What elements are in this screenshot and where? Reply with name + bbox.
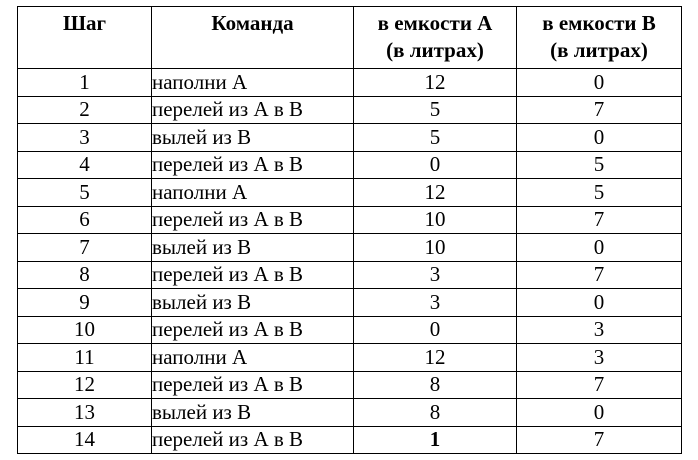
cell-step: 4 xyxy=(18,151,152,179)
cell-step: 8 xyxy=(18,261,152,289)
cell-step: 11 xyxy=(18,344,152,372)
cell-tank-b: 5 xyxy=(517,179,682,207)
cell-command: вылей из В xyxy=(152,399,354,427)
header-command xyxy=(152,7,354,69)
cell-tank-a: 0 xyxy=(354,151,517,179)
cell-command: перелей из А в В xyxy=(152,316,354,344)
cell-tank-a: 1 xyxy=(354,426,517,454)
table-row xyxy=(18,124,682,152)
table-row xyxy=(18,371,682,399)
header-tank-b-line1: в емкости В xyxy=(542,11,656,35)
header-command-label: Команда xyxy=(211,11,294,35)
cell-command: перелей из А в В xyxy=(152,371,354,399)
cell-step: 10 xyxy=(18,316,152,344)
header-tank-b xyxy=(517,7,682,69)
table-row xyxy=(18,426,682,454)
table-row xyxy=(18,69,682,97)
cell-command: перелей из А в В xyxy=(152,151,354,179)
cell-tank-b: 5 xyxy=(517,151,682,179)
cell-command: вылей из В xyxy=(152,289,354,317)
cell-step: 1 xyxy=(18,69,152,97)
cell-tank-a: 12 xyxy=(354,179,517,207)
cell-tank-a: 5 xyxy=(354,124,517,152)
cell-command: наполни А xyxy=(152,179,354,207)
header-tank-b-line2: (в литрах) xyxy=(550,38,648,62)
cell-tank-b: 0 xyxy=(517,124,682,152)
table-row xyxy=(18,344,682,372)
cell-step: 3 xyxy=(18,124,152,152)
cell-step: 2 xyxy=(18,96,152,124)
cell-tank-b: 0 xyxy=(517,289,682,317)
cell-tank-b: 0 xyxy=(517,234,682,262)
cell-tank-b: 7 xyxy=(517,96,682,124)
cell-step: 5 xyxy=(18,179,152,207)
cell-tank-b: 7 xyxy=(517,206,682,234)
cell-command: перелей из А в В xyxy=(152,261,354,289)
table-row xyxy=(18,261,682,289)
cell-tank-b: 7 xyxy=(517,426,682,454)
cell-tank-b: 0 xyxy=(517,399,682,427)
cell-step: 14 xyxy=(18,426,152,454)
cell-command: вылей из В xyxy=(152,234,354,262)
table-row xyxy=(18,399,682,427)
header-step-label: Шаг xyxy=(62,11,107,35)
table-row xyxy=(18,179,682,207)
table-row xyxy=(18,206,682,234)
table-body xyxy=(18,69,682,454)
table-row xyxy=(18,316,682,344)
cell-command: наполни А xyxy=(152,69,354,97)
table-row xyxy=(18,151,682,179)
table-row xyxy=(18,234,682,262)
cell-tank-b: 7 xyxy=(517,371,682,399)
header-step xyxy=(18,7,152,69)
cell-tank-a: 8 xyxy=(354,371,517,399)
cell-tank-a: 12 xyxy=(354,69,517,97)
cell-command: перелей из А в В xyxy=(152,426,354,454)
cell-tank-a: 5 xyxy=(354,96,517,124)
cell-tank-a: 12 xyxy=(354,344,517,372)
cell-tank-a: 8 xyxy=(354,399,517,427)
cell-command: вылей из В xyxy=(152,124,354,152)
cell-step: 9 xyxy=(18,289,152,317)
header-tank-a-line1: в емкости А xyxy=(377,11,493,35)
table-row xyxy=(18,289,682,317)
cell-tank-a: 3 xyxy=(354,289,517,317)
cell-step: 7 xyxy=(18,234,152,262)
cell-tank-b: 3 xyxy=(517,344,682,372)
cell-step: 6 xyxy=(18,206,152,234)
cell-command: перелей из А в В xyxy=(152,96,354,124)
cell-command: наполни А xyxy=(152,344,354,372)
cell-command: перелей из А в В xyxy=(152,206,354,234)
cell-tank-b: 3 xyxy=(517,316,682,344)
header-tank-a xyxy=(354,7,517,69)
header-row xyxy=(18,7,682,69)
cell-tank-a: 10 xyxy=(354,206,517,234)
cell-tank-a: 3 xyxy=(354,261,517,289)
table-header xyxy=(18,7,682,69)
cell-step: 12 xyxy=(18,371,152,399)
cell-tank-a: 10 xyxy=(354,234,517,262)
cell-tank-b: 0 xyxy=(517,69,682,97)
cell-tank-a: 0 xyxy=(354,316,517,344)
cell-tank-b: 7 xyxy=(517,261,682,289)
cell-step: 13 xyxy=(18,399,152,427)
table-row xyxy=(18,96,682,124)
header-tank-a-line2: (в литрах) xyxy=(386,38,484,62)
steps-table xyxy=(17,6,682,454)
